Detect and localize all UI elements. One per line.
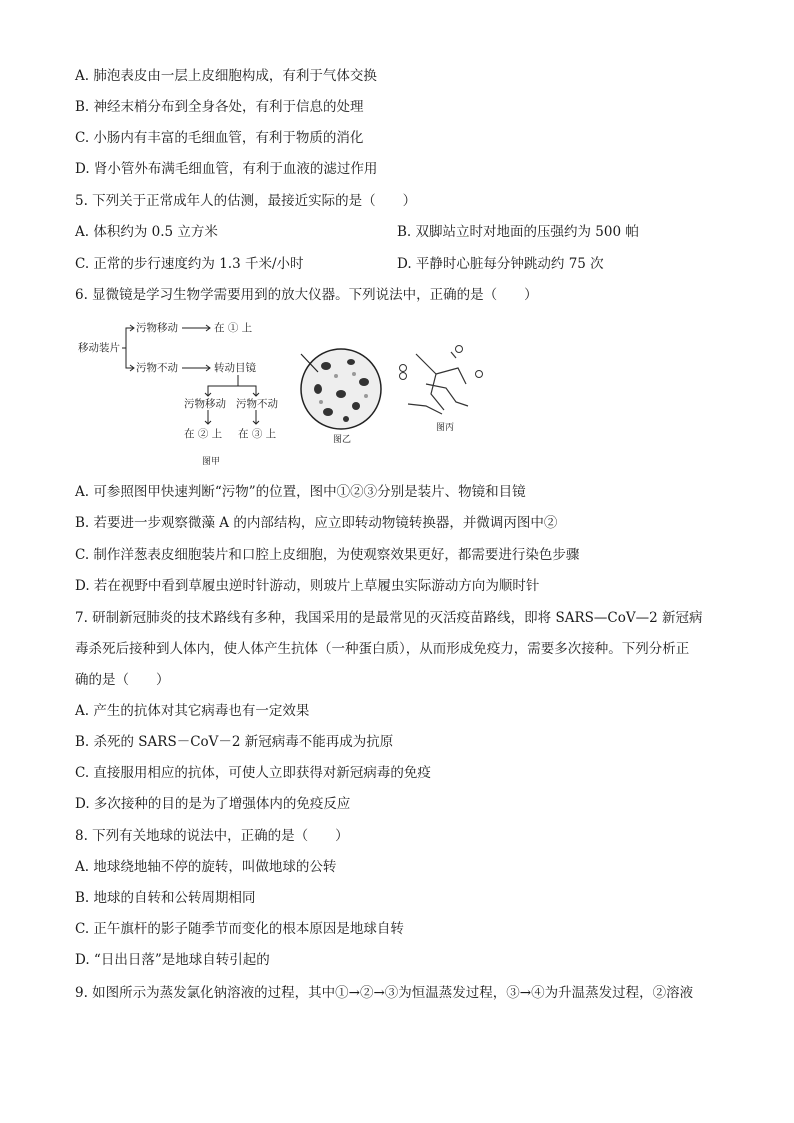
q4-option-d: D. 肾小管外布满毛细血管，有利于血液的滤过作用 bbox=[75, 161, 378, 177]
q4-option-a: A. 肺泡表皮由一层上皮细胞构成，有利于气体交换 bbox=[75, 68, 377, 84]
q6-option-d: D. 若在视野中看到草履虫逆时针游动，则玻片上草履虫实际游动方向为顺时针 bbox=[75, 578, 540, 594]
q5-option-a: A. 体积约为 0.5 立方米 bbox=[75, 224, 218, 240]
q5-option-c: C. 正常的步行速度约为 1.3 千米/小时 bbox=[75, 256, 304, 272]
q8-option-c: C. 正午旗杆的影子随季节而变化的根本原因是地球自转 bbox=[75, 921, 404, 937]
q6-option-a: A. 可参照图甲快速判断“污物”的位置，图中①②③分别是装片、物镜和目镜 bbox=[75, 484, 526, 500]
q8-stem: 8. 下列有关地球的说法中，正确的是（ ） bbox=[75, 828, 349, 844]
q8-option-b: B. 地球的自转和公转周期相同 bbox=[75, 890, 256, 906]
q5-stem: 5. 下列关于正常成年人的估测，最接近实际的是（ ） bbox=[75, 193, 417, 209]
figure-b-microscope-field bbox=[296, 344, 386, 434]
figure-c-caption: 图丙 bbox=[436, 423, 455, 433]
q7-option-d: D. 多次接种的目的是为了增强体内的免疫反应 bbox=[75, 796, 351, 812]
q6-stem: 6. 显微镜是学习生物学需要用到的放大仪器。下列说法中，正确的是（ ） bbox=[75, 287, 538, 303]
q6-option-b: B. 若要进一步观察微藻 A 的内部结构，应立即转动物镜转换器，并微调丙图中② bbox=[75, 515, 558, 531]
q4-option-b: B. 神经末梢分布到全身各处，有利于信息的处理 bbox=[75, 99, 364, 115]
figure-dirt-moves-2-label: 污物移动 bbox=[184, 398, 226, 410]
figure-on-3-label: 在 ③ 上 bbox=[238, 428, 277, 440]
figure-a-caption: 图甲 bbox=[202, 457, 221, 467]
figure-rotate-eyepiece-label: 转动目镜 bbox=[214, 362, 256, 374]
q9-stem: 9. 如图所示为蒸发氯化钠溶液的过程，其中①→②→③为恒温蒸发过程，③→④为升温蒸发过程，②溶液 bbox=[75, 985, 694, 1001]
q6-option-c: C. 制作洋葱表皮细胞装片和口腔上皮细胞，为使观察效果更好，都需要进行染色步骤 bbox=[75, 547, 580, 563]
q7-option-b: B. 杀死的 SARS－CoV－2 新冠病毒不能再成为抗原 bbox=[75, 734, 394, 750]
q8-option-d: D. “日出日落”是地球自转引起的 bbox=[75, 952, 270, 968]
figure-dirt-still-label: 污物不动 bbox=[136, 362, 178, 374]
q7-option-c: C. 直接服用相应的抗体，可使人立即获得对新冠病毒的免疫 bbox=[75, 765, 431, 781]
figure-on-1-label: 在 ① 上 bbox=[214, 322, 253, 334]
q5-option-b: B. 双脚站立时对地面的压强约为 500 帕 bbox=[397, 224, 639, 240]
figure-move-slide-label: 移动装片 bbox=[78, 342, 120, 354]
figure-b-caption: 图乙 bbox=[333, 435, 352, 445]
q8-option-a: A. 地球绕地轴不停的旋转，叫做地球的公转 bbox=[75, 859, 337, 875]
q7-stem-line-1: 7. 研制新冠肺炎的技术路线有多种，我国采用的是最常见的灭活疫苗路线，即将 SARS—CoV—2 新冠病 bbox=[75, 610, 703, 626]
q6-figure bbox=[78, 318, 498, 470]
q4-option-c: C. 小肠内有丰富的毛细血管，有利于物质的消化 bbox=[75, 130, 364, 146]
q7-stem-line-3: 确的是（ ） bbox=[75, 672, 170, 688]
figure-dirt-still-2-label: 污物不动 bbox=[236, 398, 278, 410]
q5-option-d: D. 平静时心脏每分钟跳动约 75 次 bbox=[397, 256, 604, 272]
figure-on-2-label: 在 ② 上 bbox=[184, 428, 223, 440]
figure-dirt-moves-label: 污物移动 bbox=[136, 322, 178, 334]
q7-option-a: A. 产生的抗体对其它病毒也有一定效果 bbox=[75, 703, 310, 719]
figure-c-microscope-sketch bbox=[396, 344, 486, 424]
q7-stem-line-2: 毒杀死后接种到人体内，使人体产生抗体（一种蛋白质），从而形成免疫力，需要多次接种。下列分析正 bbox=[75, 641, 690, 657]
